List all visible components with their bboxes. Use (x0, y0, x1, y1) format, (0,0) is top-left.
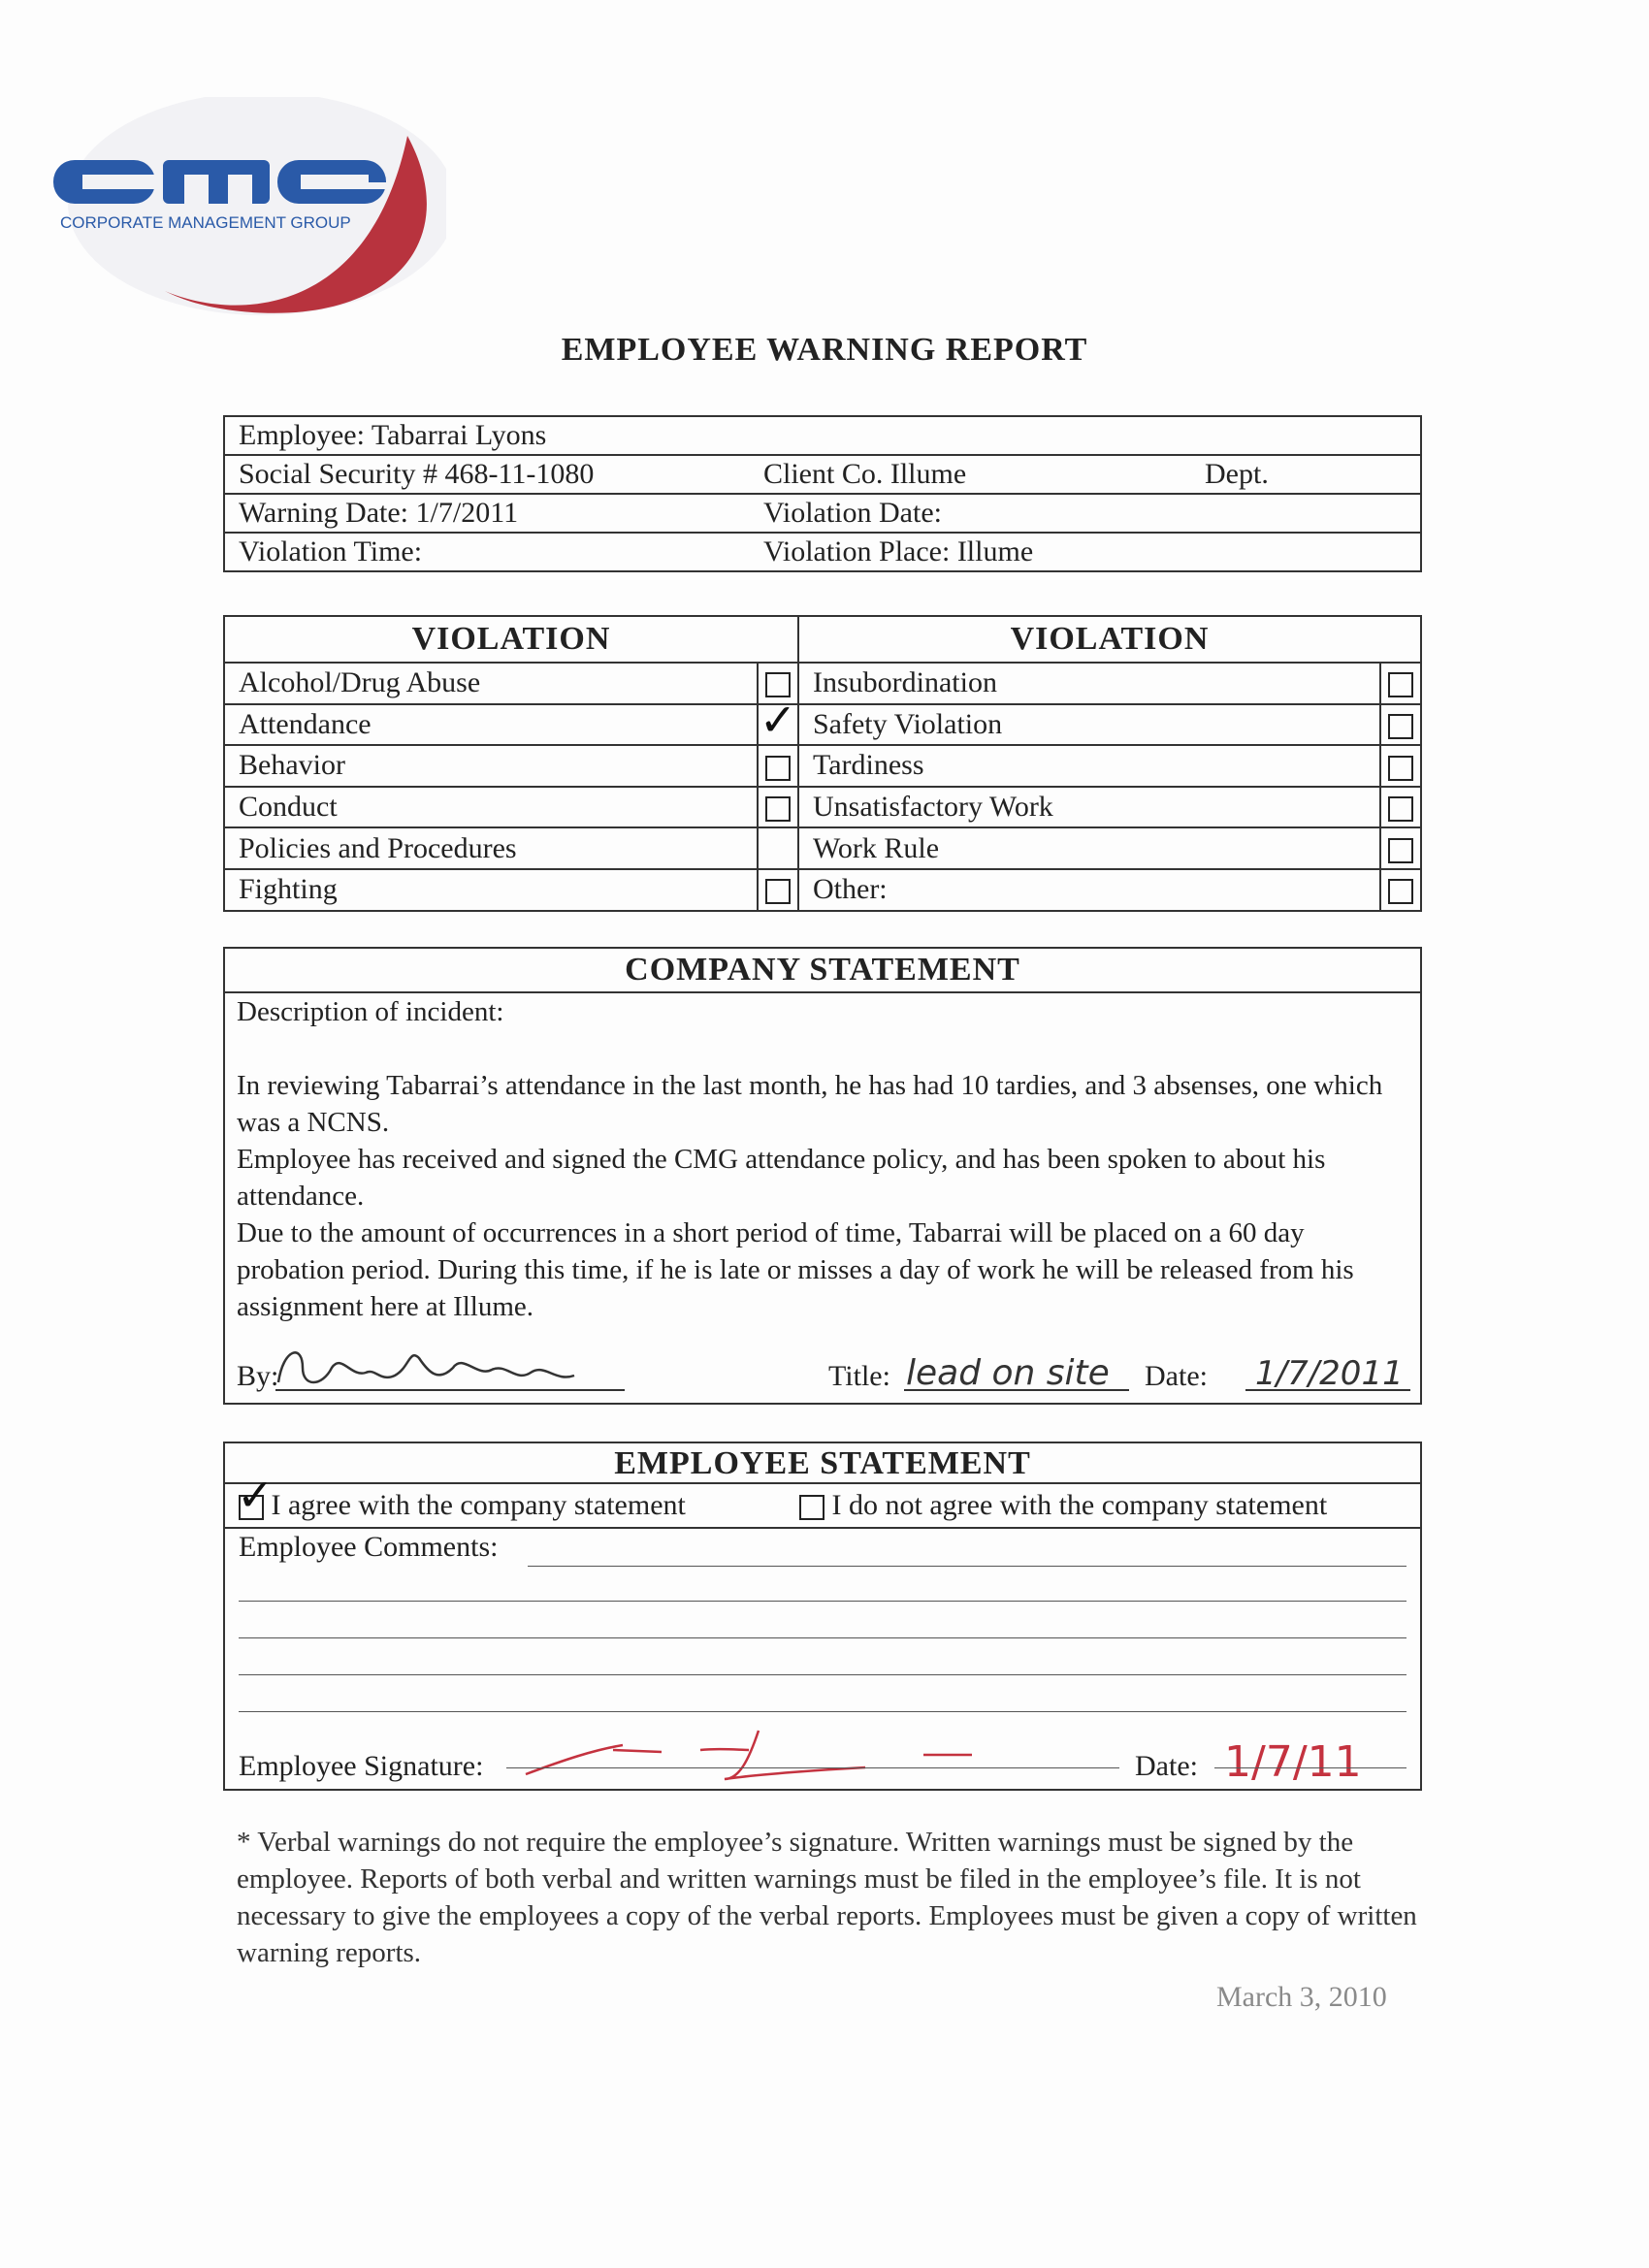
comment-line[interactable] (239, 1674, 1406, 1675)
violation-checkbox[interactable] (765, 796, 791, 822)
comment-line[interactable] (528, 1566, 1406, 1567)
violation-checkbox[interactable] (1388, 796, 1413, 822)
agree-checkbox[interactable] (237, 1471, 275, 1521)
title-label: Title: (828, 1360, 890, 1392)
incident-paragraph-1: In reviewing Tabarrai’s attendance in the last month, he has had 10 tardies, and 3 absenses, one which was a NCNS. (237, 1070, 1383, 1138)
comments-label: Employee Comments: (239, 1531, 499, 1563)
violation-checkbox[interactable] (1388, 838, 1413, 863)
violation-checkbox[interactable] (765, 879, 791, 904)
violation-label: Conduct (224, 787, 758, 828)
agreement-row (225, 1471, 1420, 1529)
incident-paragraph-2: Employee has received and signed the CMG attendance policy, and has been spoken to about his attendance. (237, 1144, 1326, 1212)
comment-line[interactable] (239, 1711, 1406, 1712)
warning-date-field[interactable]: Warning Date: 1/7/2011 (239, 497, 519, 529)
violation-header-left: VIOLATION (224, 616, 798, 663)
violation-checkbox-cell[interactable] (758, 869, 798, 911)
violation-checkbox-cell[interactable] (758, 787, 798, 828)
violation-checkbox[interactable] (1388, 714, 1413, 739)
violation-row (224, 663, 1421, 704)
revision-date: March 3, 2010 (1216, 1981, 1387, 2013)
violation-checkbox[interactable] (765, 756, 791, 781)
supervisor-signature[interactable] (274, 1339, 623, 1397)
comment-line[interactable] (239, 1601, 1406, 1602)
date-label: Date: (1145, 1360, 1208, 1392)
employee-statement-heading: EMPLOYEE STATEMENT (225, 1443, 1420, 1484)
company-signature-row (237, 1341, 1408, 1399)
cmg-logo (39, 97, 446, 340)
violation-label: Tardiness (798, 745, 1380, 787)
disagree-checkbox[interactable] (799, 1495, 824, 1520)
check-mark: ✓ (759, 695, 797, 745)
agree-checkmark: ✓ (237, 1471, 275, 1521)
by-label: By: (237, 1360, 279, 1392)
violation-row (224, 704, 1421, 746)
date-value[interactable]: 1/7/2011 (1255, 1354, 1404, 1393)
time-row (224, 533, 1421, 571)
violation-checkbox-cell[interactable] (1380, 869, 1421, 911)
violation-date-field[interactable]: Violation Date: (763, 497, 942, 529)
dept-field[interactable]: Dept. (1205, 458, 1269, 490)
violation-label: Other: (798, 869, 1380, 911)
violation-row (224, 827, 1421, 869)
employee-signature[interactable] (506, 1721, 1185, 1789)
violation-checkbox-cell[interactable] (758, 745, 798, 787)
violation-row (224, 869, 1421, 911)
violation-checkbox[interactable] (1388, 672, 1413, 697)
date-row (224, 494, 1421, 533)
violation-table (223, 615, 1422, 912)
violation-label: Policies and Procedures (224, 827, 758, 869)
company-statement-heading: COMPANY STATEMENT (225, 949, 1420, 993)
agree-label: I agree with the company statement (271, 1489, 686, 1521)
employee-date-label: Date: (1135, 1750, 1198, 1782)
violation-checkbox[interactable] (765, 672, 791, 697)
footnote: * Verbal warnings do not require the employee’s signature. Written warnings must be signed by the employee. Reports of both verbal and written warnings must be filed in the employee’s file. It is not necessary to give the employees a copy of the verbal reports. Employees must be given a copy of written warning reports. (237, 1827, 1417, 1968)
violation-label: Insubordination (798, 663, 1380, 704)
violation-label: Behavior (224, 745, 758, 787)
ssn-row (224, 455, 1421, 494)
violation-place-field[interactable]: Violation Place: Illume (763, 535, 1034, 567)
violation-checkbox-cell[interactable] (1380, 704, 1421, 746)
violation-label: Safety Violation (798, 704, 1380, 746)
violation-checkbox-cell[interactable] (758, 695, 798, 746)
violation-checkbox[interactable] (1388, 879, 1413, 904)
disagree-label: I do not agree with the company statement (831, 1489, 1328, 1521)
logo-subtitle: CORPORATE MANAGEMENT GROUP (60, 213, 351, 232)
agree-option[interactable] (237, 1471, 686, 1527)
violation-checkbox-cell[interactable] (1380, 827, 1421, 869)
violation-checkbox-cell[interactable] (1380, 787, 1421, 828)
violation-time-field[interactable]: Violation Time: (239, 535, 423, 567)
violation-label: Attendance (224, 704, 758, 746)
employee-date-value[interactable]: 1/7/11 (1224, 1737, 1362, 1787)
violation-label: Fighting (224, 869, 758, 911)
company-statement-section (223, 947, 1422, 1405)
violation-row (224, 745, 1421, 787)
violation-row (224, 787, 1421, 828)
disagree-option[interactable] (799, 1484, 1327, 1527)
violation-label: Unsatisfactory Work (798, 787, 1380, 828)
violation-checkbox[interactable] (1388, 756, 1413, 781)
client-field[interactable]: Client Co. Illume (763, 458, 967, 490)
comment-line[interactable] (239, 1637, 1406, 1638)
signature-label: Employee Signature: (239, 1750, 484, 1782)
employee-statement-section (223, 1442, 1422, 1791)
logo-graphic (39, 97, 446, 340)
page-title: EMPLOYEE WARNING REPORT (561, 332, 1088, 368)
violation-header-right: VIOLATION (798, 616, 1421, 663)
violation-checkbox-cell[interactable] (1380, 663, 1421, 704)
violation-label: Alcohol/Drug Abuse (224, 663, 758, 704)
violation-checkbox-cell[interactable] (1380, 745, 1421, 787)
violation-checkbox-cell[interactable] (758, 827, 798, 869)
incident-paragraph-3: Due to the amount of occurrences in a short period of time, Tabarrai will be placed on a 60 day probation period. During this time, if he is late or misses a day of work he will be released from his assignment here at Illume. (237, 1217, 1354, 1322)
ssn-field[interactable]: Social Security # 468-11-1080 (239, 458, 595, 490)
employee-info-table (223, 415, 1422, 572)
employee-name-field[interactable]: Employee: Tabarrai Lyons (224, 416, 1421, 455)
title-value[interactable]: lead on site (906, 1353, 1110, 1393)
violation-label: Work Rule (798, 827, 1380, 869)
description-label: Description of incident: (237, 996, 504, 1027)
